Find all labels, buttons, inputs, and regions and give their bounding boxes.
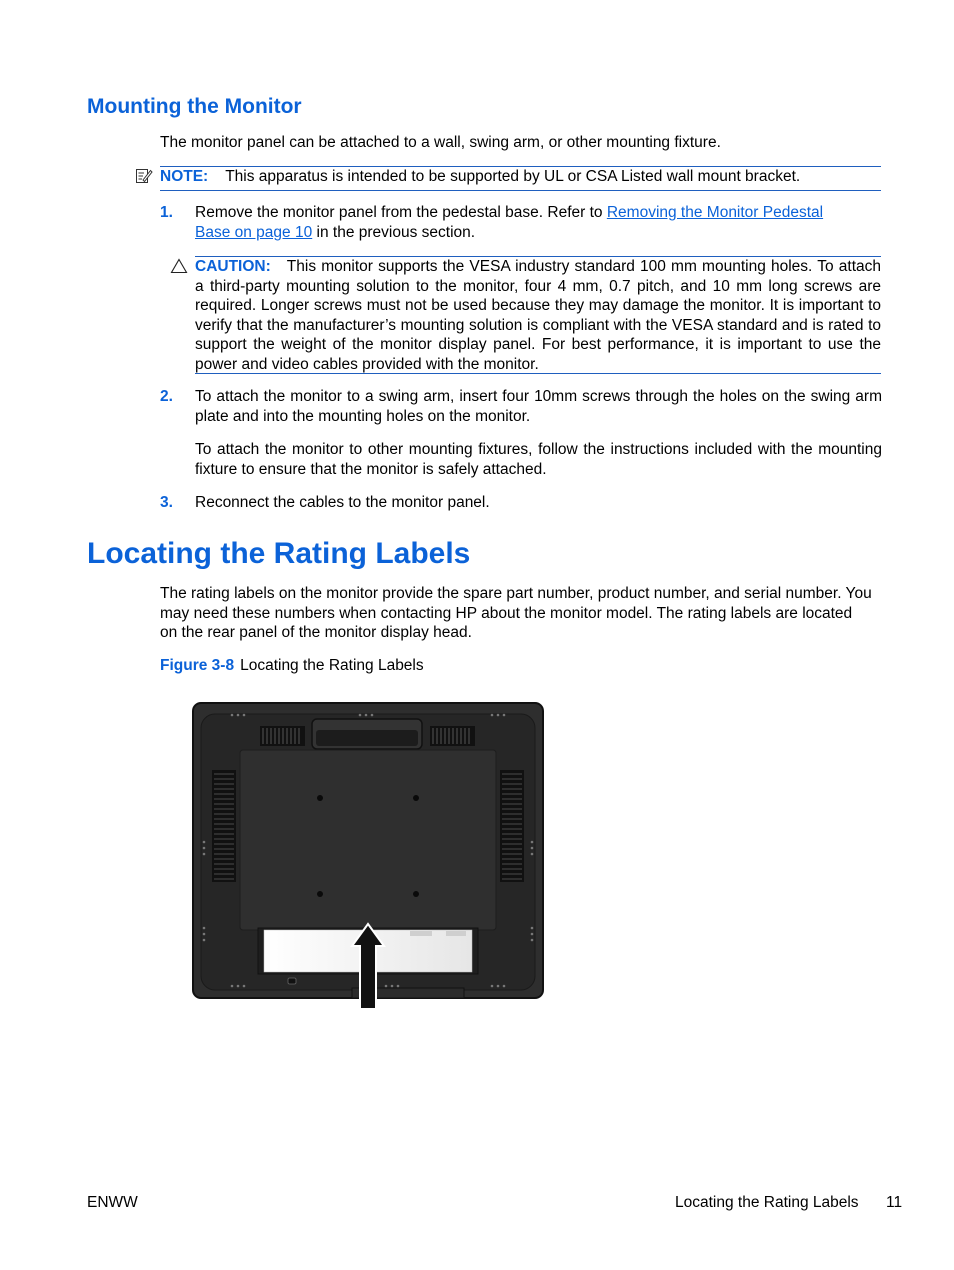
caution-text [195,257,881,374]
step-3-text: Reconnect the cables to the monitor panel. [195,494,490,511]
step-1-text-after: in the previous section. [312,223,476,241]
section-heading: Mounting the Monitor [87,95,302,118]
removing-pedestal-link-part1[interactable]: Removing the Monitor Pedestal [606,204,824,221]
step-number-1: 1. [160,204,173,221]
footer-title: Locating the Rating Labels [675,1194,859,1211]
step-2-text-2: To attach the monitor to other mounting fixtures, follow the instructions included with the mounting fixture to ensure that the monitor is safely attached. [195,441,882,478]
rating-paragraph: The rating labels on the monitor provide the spare part number, product number, and serial number. You may need these numbers when contacting HP about the monitor model. The rating labels are located on the rear panel of the monitor display head. [160,585,872,641]
step-1-text-before: Remove the monitor panel from the pedestal base. Refer to [195,204,607,221]
step-number-2: 2. [160,388,173,405]
note-label: NOTE: [160,168,209,185]
page-number: 11 [886,1194,903,1211]
rating-heading: Locating the Rating Labels [87,537,471,570]
caution-body: This monitor supports the VESA industry standard 100 mm mounting holes. To attach a third-party mounting solution to the monitor, four 4 mm, 0.7 pitch, and 10 mm long screws are required. Longer screws must not be used because they may damage the monitor. It is important to verify that the manufacturer’s mounting solution is compliant with the VESA standard and is rated to support the weight of the monitor display panel. For best performance, it is important to use the power and video cables provided with the monitor. [195,258,881,373]
caution-label: CAUTION: [195,258,271,275]
removing-pedestal-link-part2[interactable]: Base on page 10 [195,223,313,241]
step-1-text [195,203,882,242]
step-number-3: 3. [160,494,173,511]
figure-caption-text: Locating the Rating Labels [240,657,424,674]
figure-label: Figure 3-8 [160,657,235,674]
section-intro: The monitor panel can be attached to a wall, swing arm, or other mounting fixture. [160,134,721,151]
caution-triangle-icon [170,258,188,274]
note-text [160,167,881,187]
figure-caption [160,656,424,676]
note-icon [135,167,153,185]
footer-left: ENWW [87,1194,138,1211]
note-body: This apparatus is intended to be supported by UL or CSA Listed wall mount bracket. [225,168,801,185]
step-2-text: To attach the monitor to a swing arm, insert four 10mm screws through the holes on the swing arm plate and into the mounting holes on the monitor. [195,388,882,425]
monitor-rear-illustration [192,702,544,1014]
